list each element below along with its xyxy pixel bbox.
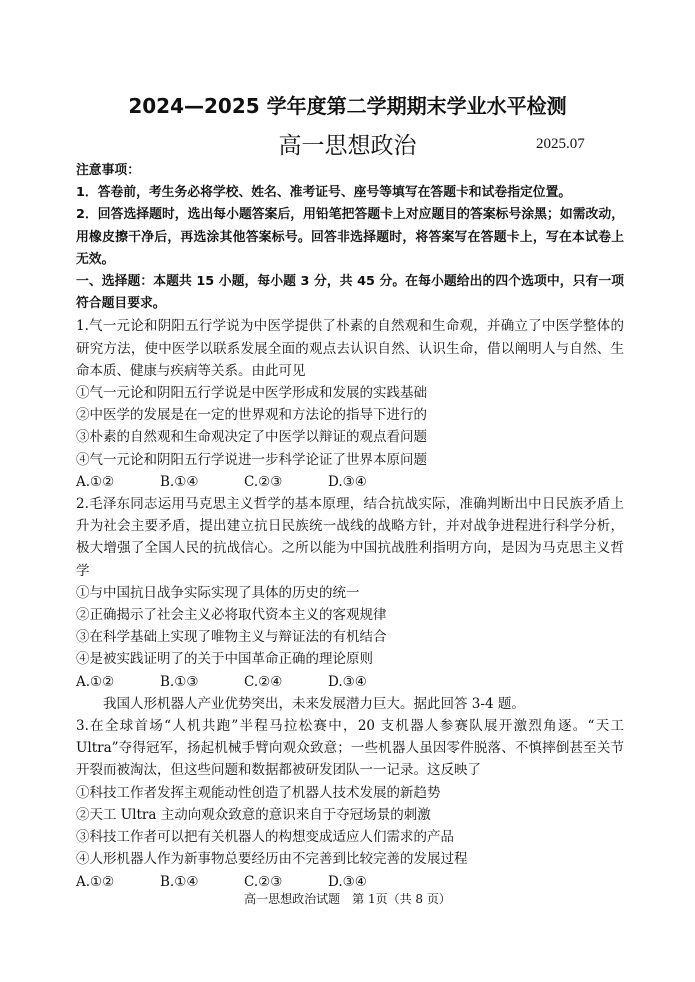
question-option: ①与中国抗日战争实际实现了具体的历史的统一 <box>76 584 360 601</box>
choice-d: D.③④ <box>328 873 367 890</box>
notice-item: 1．答卷前，考生务必将学校、姓名、准考证号、座号等填写在答题卡和试卷指定位置。 <box>76 185 572 201</box>
choice-b: B.①④ <box>160 473 199 490</box>
choice-a: A.①② <box>76 473 115 490</box>
section-heading: 一、选择题：本题共 15 小题，每小题 3 分，共 45 分。在每小题给出的四个选项中，只有一项符合题目要求。 <box>76 274 624 312</box>
material-intro: 我国人形机器人产业优势突出，未来发展潜力巨大。据此回答 3-4 题。 <box>103 695 525 712</box>
question-stem: 2.毛泽东同志运用马克思主义哲学的基本原理，结合抗战实际，准确判断出中日民族矛盾上升为社会主要矛盾，提出建立抗日民族统一战线的战略方针，并对战争进程进行科学分析，极大增强了全国人民的抗战信心。之所以能为中国抗战胜利指明方向，是因为马克思主义哲学 <box>76 496 624 579</box>
choice-d: D.③④ <box>328 473 367 490</box>
choice-c: C.②④ <box>244 673 283 690</box>
question-stem: 1.气一元论和阴阳五行学说为中医学提供了朴素的自然观和生命观，并确立了中医学整体的研究方法，使中医学以联系发展全面的观点去认识自然、认识生命，借以阐明人与自然、生命本质、健康与疾病等关系。由此可见 <box>76 318 624 379</box>
question-option: ①气一元论和阴阳五行学说是中医学形成和发展的实践基础 <box>76 385 427 402</box>
notice-item: 2．回答选择题时，选出每小题答案后，用铅笔把答题卡上对应题目的答案标号涂黑；如需改动，用橡皮擦干净后，再选涂其他答案标号。回答非选择题时，将答案写在答题卡上，写在本试卷上无效。 <box>76 207 624 267</box>
choice-c: C.②③ <box>244 473 283 490</box>
choice-a: A.①② <box>76 873 115 890</box>
choice-b: B.①③ <box>160 673 199 690</box>
question-option: ③在科学基础上实现了唯物主义与辩证法的有机结合 <box>76 629 387 646</box>
answer-choices <box>76 671 624 693</box>
exam-content <box>76 160 624 890</box>
question-option: ③科技工作者可以把有关机器人的构想变成适应人们需求的产品 <box>76 829 454 846</box>
notice-heading: 注意事项： <box>76 163 140 178</box>
question-option: ①科技工作者发挥主观能动性创造了机器人技术发展的新趋势 <box>76 784 441 801</box>
question-option: ②正确揭示了社会主义必将取代资本主义的客观规律 <box>76 607 387 624</box>
question-stem: 3.在全球首场“人机共跑”半程马拉松赛中，20 支机器人参赛队展开激烈角逐。“天工 Ultra”夺得冠军，扬起机械手臂向观众致意；一些机器人虽因零件脱落、不慎摔倒甚至关节开裂而被淘汰，但这些问题和数据都被研发团队一一记录。这反映了 <box>76 718 624 779</box>
question-option: ④是被实践证明了的关于中国革命正确的理论原则 <box>76 651 373 668</box>
question-option: ②中医学的发展是在一定的世界观和方法论的指导下进行的 <box>76 407 427 424</box>
exam-title: 2024—2025 学年度第二学期期末学业水平检测 <box>128 94 567 118</box>
choice-d: D.③④ <box>328 673 367 690</box>
question-option: ④人形机器人作为新事物总要经历由不完善到比较完善的发展过程 <box>76 851 468 868</box>
question-option: ②天工 Ultra 主动向观众致意的意识来自于夺冠场景的刺激 <box>76 806 431 823</box>
choice-c: C.②③ <box>244 873 283 890</box>
subject-title: 高一思想政治 <box>278 133 417 159</box>
choice-a: A.①② <box>76 673 115 690</box>
page-footer: 高一思想政治试题 第 1页（共 8 页） <box>244 892 451 906</box>
choice-b: B.①④ <box>160 873 199 890</box>
answer-choices <box>76 471 624 493</box>
question-option: ③朴素的自然观和生命观决定了中医学以辩证的观点看问题 <box>76 429 427 446</box>
question-option: ④气一元论和阴阳五行学说进一步科学论证了世界本原问题 <box>76 451 427 468</box>
exam-date: 2025.07 <box>536 136 585 152</box>
answer-choices <box>76 871 624 891</box>
